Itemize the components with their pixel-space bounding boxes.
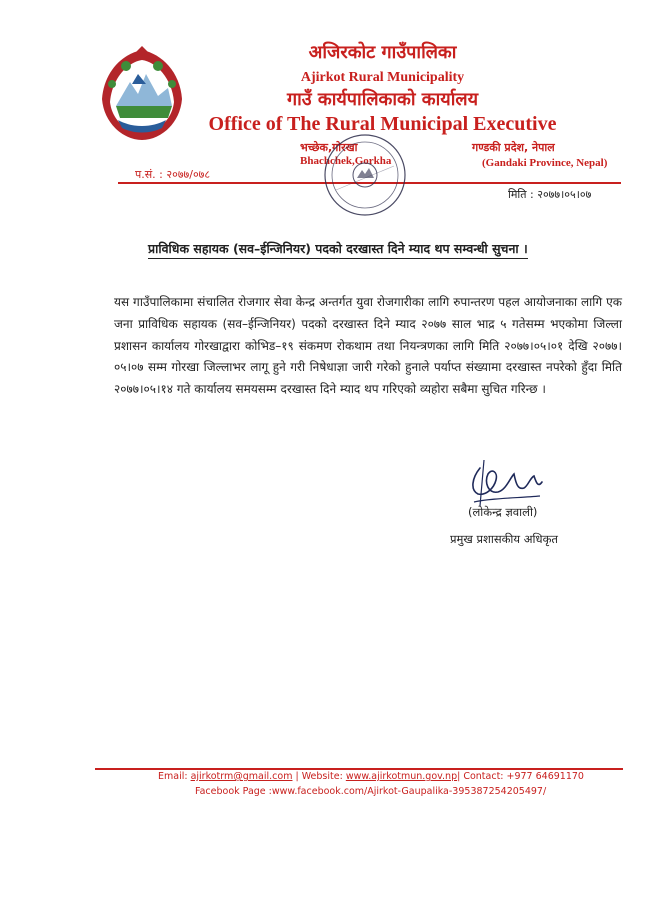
municipality-name-en: Ajirkot Rural Municipality xyxy=(300,70,465,85)
facebook-page-link[interactable]: Facebook Page :www.facebook.com/Ajirkot-Gaupalika-395387254205497/ xyxy=(195,786,547,797)
municipality-name-np: अजिरकोट गाउँपालिका xyxy=(308,42,457,63)
website-link[interactable]: www.ajirkotmun.gov.np xyxy=(345,771,458,782)
website-label: | Website: xyxy=(292,771,346,782)
address-right-np: गण्डकी प्रदेश, नेपाल xyxy=(472,141,555,154)
address-left-np: भच्छेक,गोरखा xyxy=(300,141,358,154)
email-label: Email: xyxy=(158,771,191,782)
office-name-np: गाउँ कार्यपालिकाको कार्यालय xyxy=(286,89,479,110)
office-stamp xyxy=(318,130,412,220)
letter-date: मिति : २०७७।०५।०७ xyxy=(508,188,592,201)
contact-number: | Contact: +977 64691170 xyxy=(457,771,584,782)
subject-line: प्राविधिक सहायक (सव–ईन्जिनियर) पदको दरखास्त दिने म्याद थप सम्वन्धी सुचना । xyxy=(148,240,528,259)
address-left-en: Bhachchek,Gorkha xyxy=(300,155,392,167)
office-name-en: Office of The Rural Municipal Executive xyxy=(208,113,557,135)
signatory-name: (लोकेन्द्र ज्ञवाली) xyxy=(468,505,538,519)
address-right-en: (Gandaki Province, Nepal) xyxy=(482,157,608,169)
notice-body: यस गाउँपालिकामा संचालित रोजगार सेवा केन्द्र अन्तर्गत युवा रोजगारीका लागि रुपान्तरण पहल आयोजनाका लागि एक जना प्राविधिक सहायक (सव–ईन्जिनियर) पदको दरखास्त दिने म्याद २०७७ साल भाद्र ५ गतेसम्म भएकोमा जिल्ला प्रशासन कार्यालय गोरखाद्वारा कोभिड–१९ संकमण रोकथाम तथा नियन्त्रणका लागि मिति २०७७।०५।०१ देखि २०७७।०५।०७ सम्म गोरखा जिल्लाभर लागू हुने गरी निषेधाज्ञा जारी गरेको हुनाले पर्याप्त संख्यामा दरखास्त नपरेको हुँदा मिति २०७७।०५।१४ गते कार्यालय समयसम्म दरखास्त दिने म्याद थप गरिएको व्यहोरा सबैमा सुचित गरिन्छ । xyxy=(114,295,622,397)
signatory-title: प्रमुख प्रशासकीय अधिकृत xyxy=(450,532,558,546)
footer-divider xyxy=(95,768,623,770)
email-link[interactable]: ajirkotrm@gmail.com xyxy=(190,771,293,782)
footer-contact-line xyxy=(158,771,584,782)
reference-number: प.सं. : २०७७/०७८ xyxy=(135,168,211,181)
